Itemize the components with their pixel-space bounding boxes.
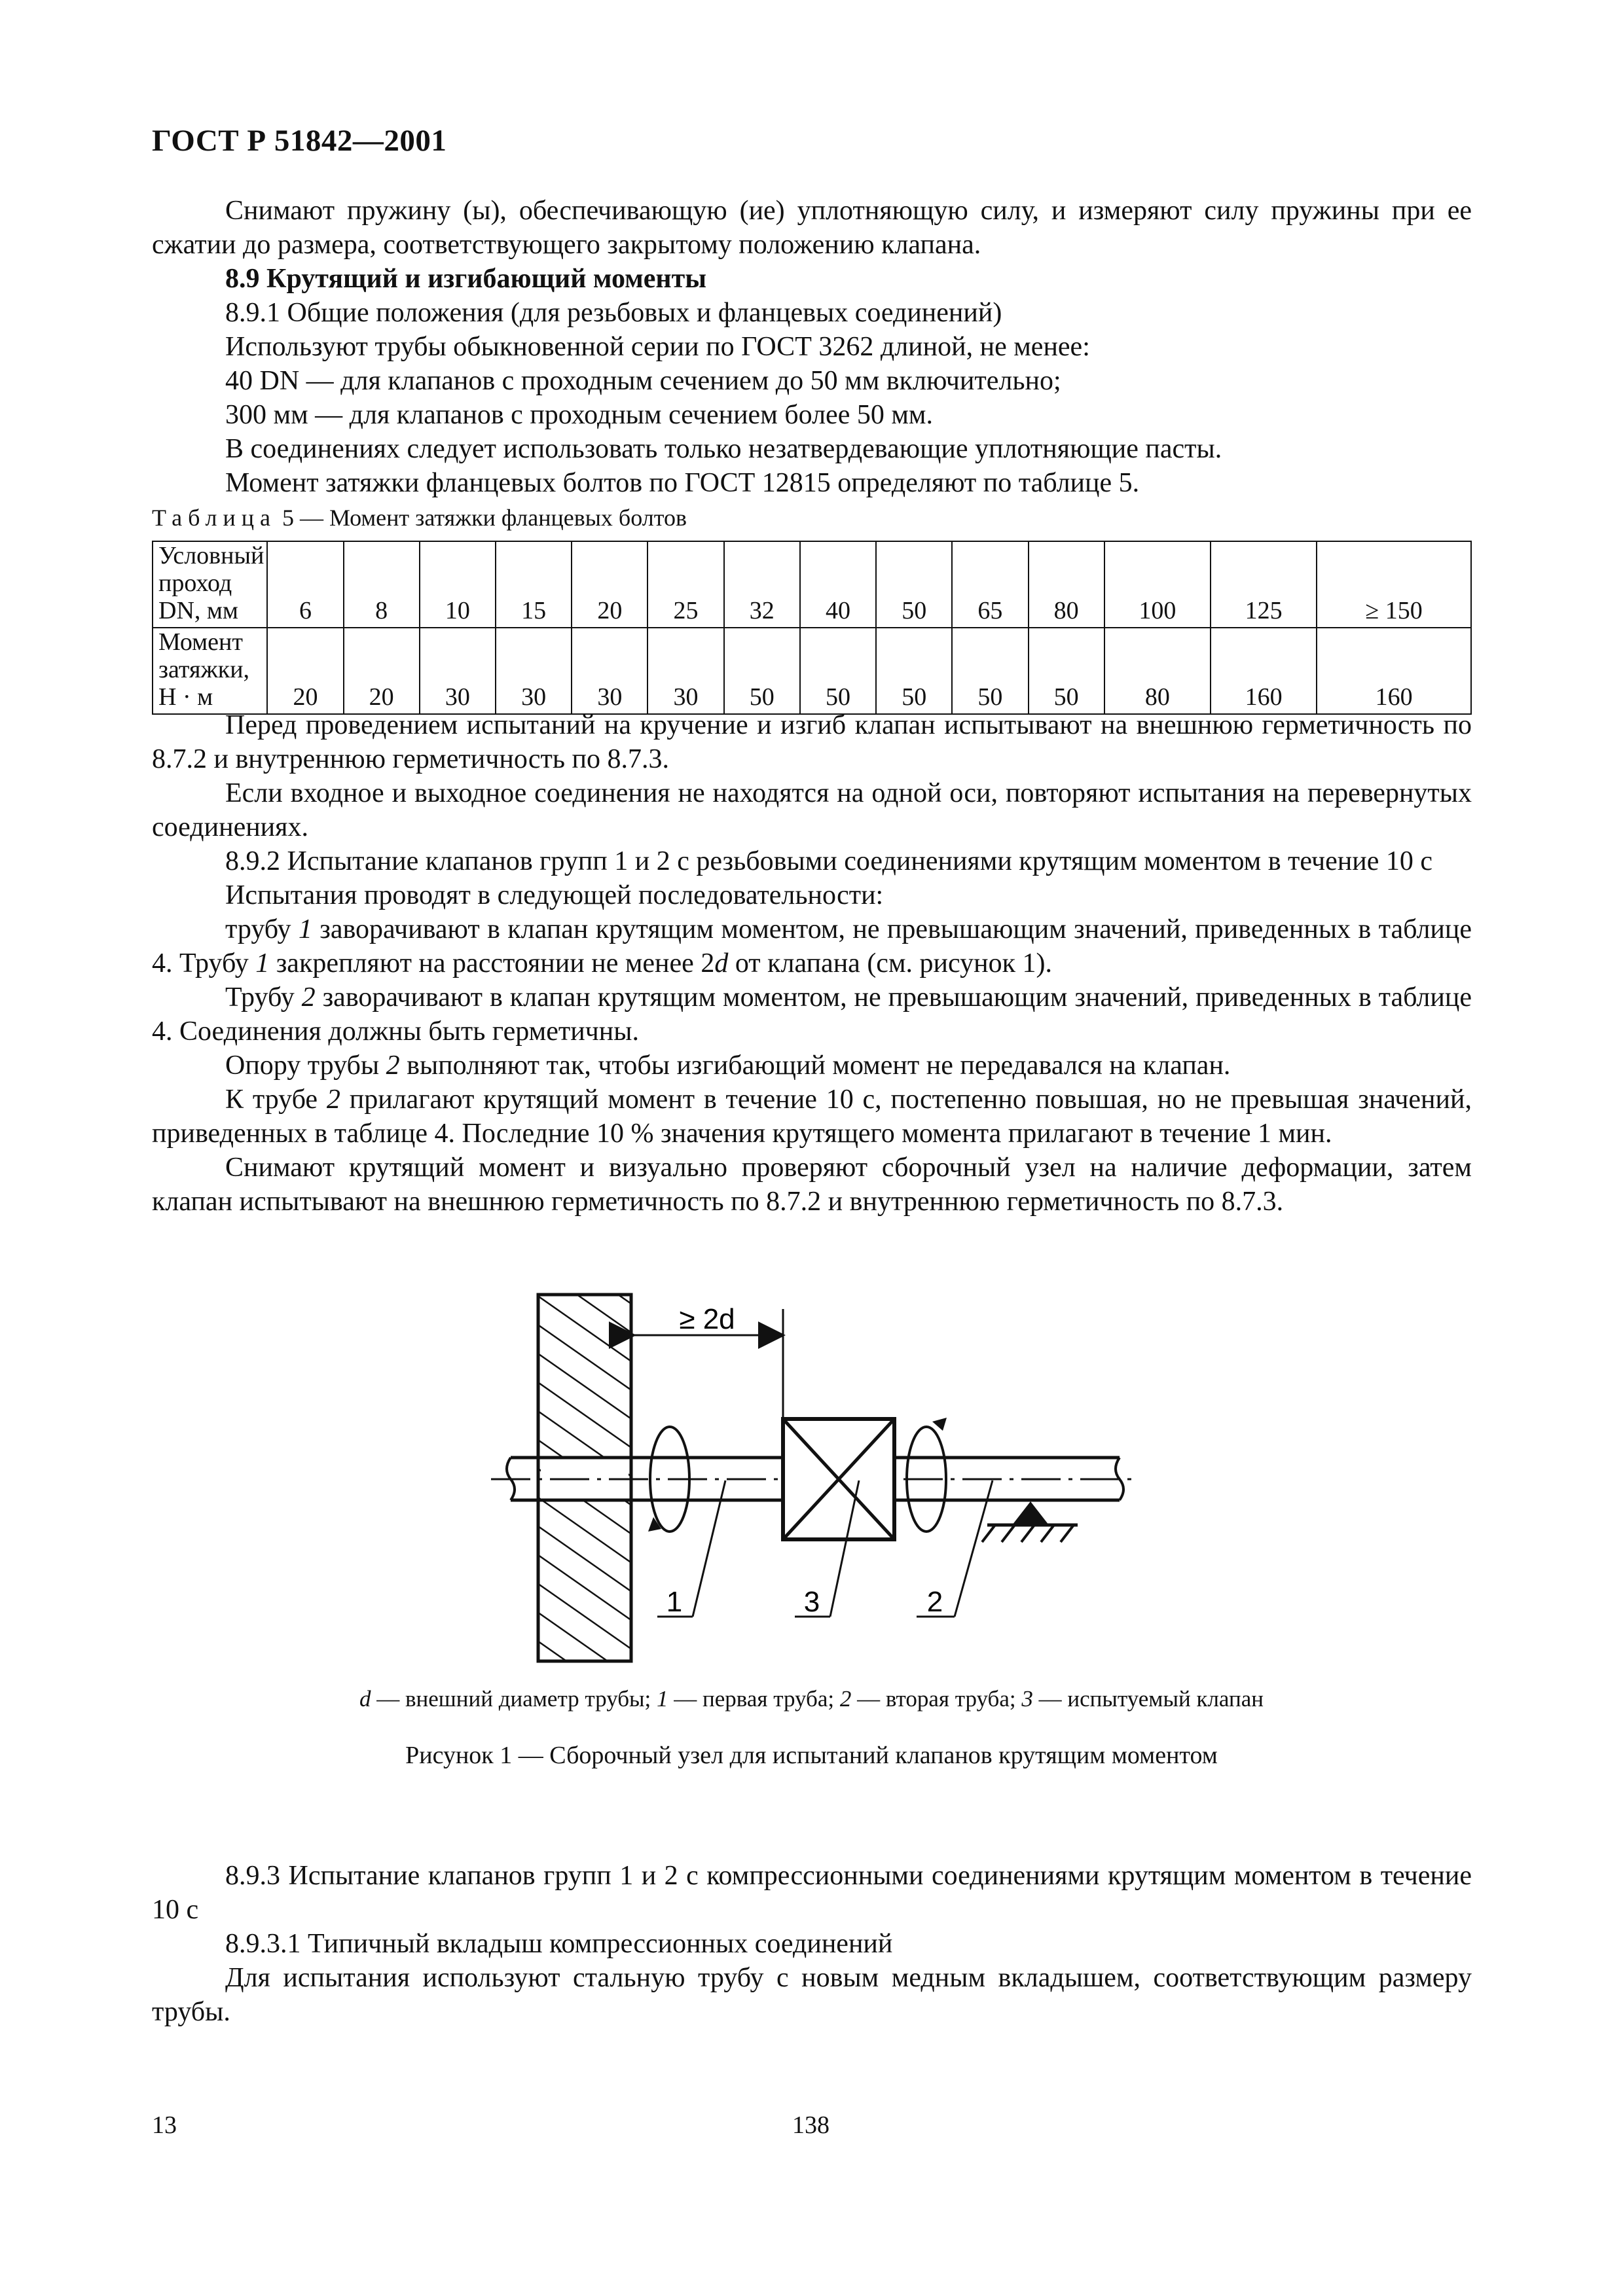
table-cell: 50 xyxy=(1029,628,1104,714)
dimension-label: ≥ 2d xyxy=(679,1303,735,1335)
table-cell: 65 xyxy=(952,541,1028,628)
document-header: ГОСТ Р 51842—2001 xyxy=(152,124,447,158)
table-cell: 50 xyxy=(952,628,1028,714)
paragraph-pipe2: Трубу 2 заворачивают в клапан крутящим моментом, не превышающим значений, приведенных в таблице 4. Соединения должны быть герметичны. xyxy=(152,982,1472,1047)
paragraph: 40 DN — для клапанов с проходным сечением до 50 мм включительно; xyxy=(225,366,1061,396)
table-cell: 6 xyxy=(267,541,343,628)
table-cell: 50 xyxy=(876,541,952,628)
paragraph: Снимают пружину (ы), обеспечивающую (ие) уплотняющую силу, и измеряют силу пружины при ее сжатии до размера, соответствующего закрытому положению клапана. xyxy=(152,196,1472,260)
table-cell: 8 xyxy=(344,541,420,628)
paragraph: Для испытания используют стальную трубу с новым медным вкладышем, соответствующим размеру трубы. xyxy=(152,1963,1472,2027)
paragraph: В соединениях следует использовать только незатвердевающие уплотняющие пасты. xyxy=(225,434,1222,464)
table-cell: 80 xyxy=(1104,628,1211,714)
paragraph-support: Опору трубы 2 выполняют так, чтобы изгибающий момент не передавался на клапан. xyxy=(225,1050,1231,1081)
section-heading-8-9-1: 8.9.1 Общие положения (для резьбовых и фланцевых соединений) xyxy=(225,298,1002,328)
table-cell: 15 xyxy=(496,541,572,628)
table-cell: 160 xyxy=(1317,628,1471,714)
footer-page-number: 138 xyxy=(792,2111,830,2139)
table-cell: 125 xyxy=(1211,541,1317,628)
table-cell: 30 xyxy=(420,628,496,714)
valve-symbol xyxy=(783,1419,894,1539)
table-cell: 30 xyxy=(496,628,572,714)
body-block-bottom xyxy=(152,1859,1472,2029)
table-row-header: Условный проход DN, мм xyxy=(153,541,267,628)
section-heading-8-9-3-1: 8.9.3.1 Типичный вкладыш компрессионных соединений xyxy=(225,1929,893,1959)
table-cell: 20 xyxy=(344,628,420,714)
table-cell: 50 xyxy=(876,628,952,714)
table-cell: 20 xyxy=(572,541,647,628)
section-heading-8-9: 8.9 Крутящий и изгибающий моменты xyxy=(225,264,707,294)
paragraph: Момент затяжки фланцевых болтов по ГОСТ 12815 определяют по таблице 5. xyxy=(225,468,1140,498)
table-cell: 40 xyxy=(800,541,876,628)
table-cell: ≥ 150 xyxy=(1317,541,1471,628)
table-cell: 25 xyxy=(647,541,723,628)
table-cell: 30 xyxy=(572,628,647,714)
label-3: 3 xyxy=(803,1586,820,1618)
table-caption: Таблица 5 — Момент затяжки фланцевых болтов xyxy=(152,505,687,531)
table-cell: 32 xyxy=(724,541,800,628)
section-heading-8-9-3: 8.9.3 Испытание клапанов групп 1 и 2 с компрессионными соединениями крутящим моментом в течение 10 с xyxy=(152,1861,1472,1925)
dimension-2d xyxy=(631,1303,783,1419)
paragraph: Если входное и выходное соединения не находятся на одной оси, повторяют испытания на перевернутых соединениях. xyxy=(152,778,1472,842)
paragraph: Используют трубы обыкновенной серии по ГОСТ 3262 длиной, не менее: xyxy=(225,332,1090,362)
paragraph: 300 мм — для клапанов с проходным сечением более 50 мм. xyxy=(225,400,933,430)
table-cell: 10 xyxy=(420,541,496,628)
table-cell: 50 xyxy=(800,628,876,714)
section-heading-8-9-2: 8.9.2 Испытание клапанов групп 1 и 2 с резьбовыми соединениями крутящим моментом в течение 10 с xyxy=(225,846,1433,876)
table-cell: 80 xyxy=(1029,541,1104,628)
table-cell: 50 xyxy=(724,628,800,714)
paragraph-pipe1: трубу 1 заворачивают в клапан крутящим моментом, не превышающим значений, приведенных в таблице 4. Трубу 1 закрепляют на расстоянии не менее 2d от клапана (см. рисунок 1). xyxy=(152,914,1472,978)
paragraph: Снимают крутящий момент и визуально проверяют сборочный узел на наличие деформации, затем клапан испытывают на внешнюю герметичность по 8.7.2 и внутреннюю герметичность по 8.7.3. xyxy=(152,1153,1472,1217)
footer-page-left: 13 xyxy=(152,2111,177,2139)
table-row-header: Момент затяжки, Н · м xyxy=(153,628,267,714)
table-cell: 100 xyxy=(1104,541,1211,628)
table-cell: 160 xyxy=(1211,628,1317,714)
table-cell: 30 xyxy=(647,628,723,714)
paragraph: Перед проведением испытаний на кручение и изгиб клапан испытывают на внешнюю герметичность по 8.7.2 и внутреннюю герметичность по 8.7.3. xyxy=(152,710,1472,774)
paragraph-torque: К трубе 2 прилагают крутящий момент в течение 10 с, постепенно повышая, но не превышая значений, приведенных в таблице 4. Последние 10 % значения крутящего момента прилагают в течение 1 мин. xyxy=(152,1085,1472,1149)
figure-caption: Рисунок 1 — Сборочный узел для испытаний клапанов крутящим моментом xyxy=(405,1742,1218,1769)
table-cell: 20 xyxy=(267,628,343,714)
label-1: 1 xyxy=(666,1586,683,1618)
label-2: 2 xyxy=(926,1586,943,1618)
rotation-arrow-2 xyxy=(907,1418,947,1532)
support-symbol xyxy=(982,1501,1078,1542)
figure-legend: d — внешний диаметр трубы; 1 — первая труба; 2 — вторая труба; 3 — испытуемый клапан xyxy=(359,1686,1264,1712)
paragraph: Испытания проводят в следующей последовательности: xyxy=(225,880,884,910)
